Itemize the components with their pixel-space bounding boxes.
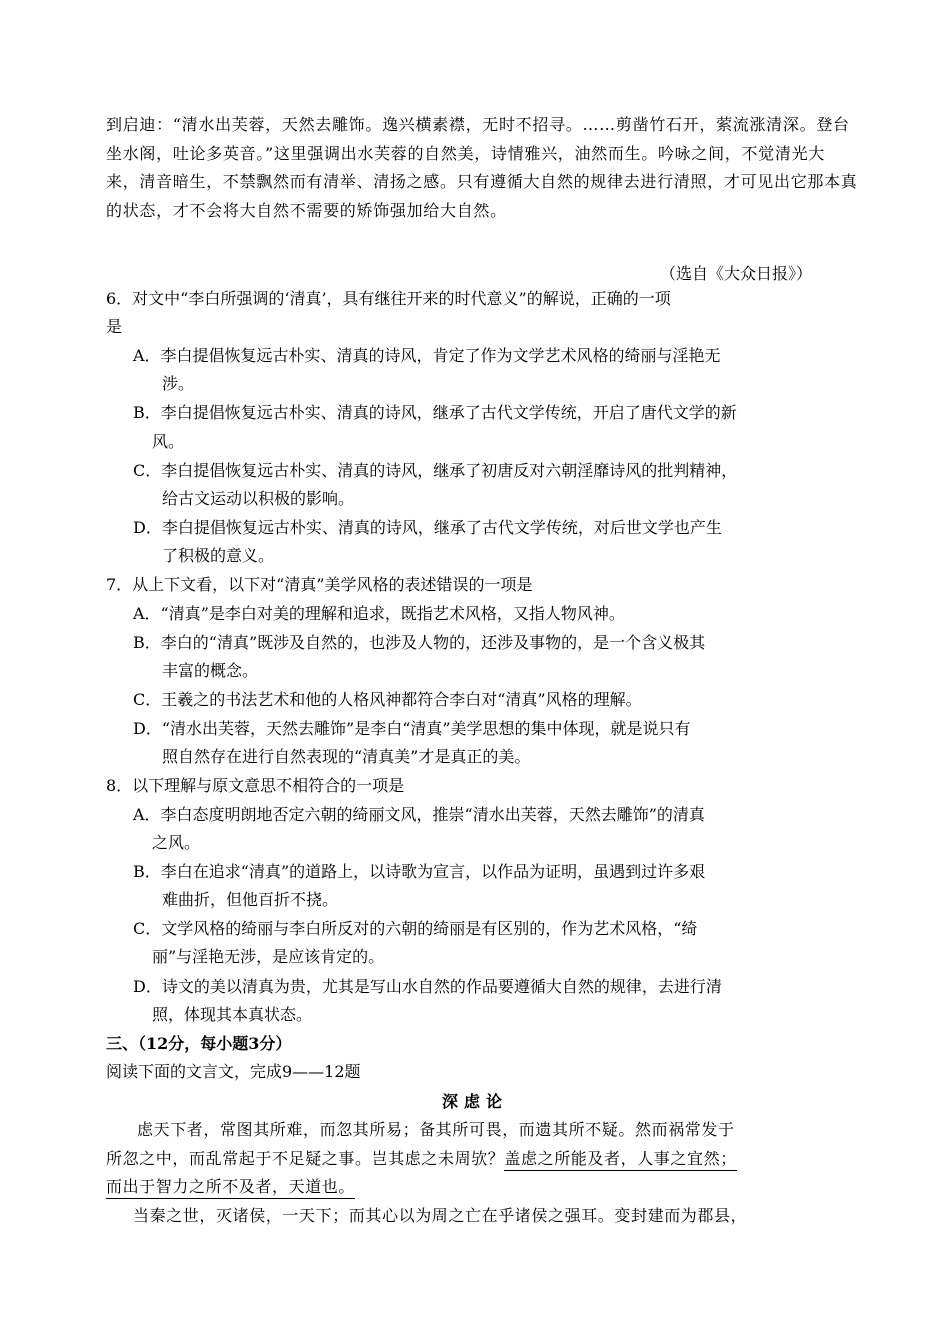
- q7-option-a: A．“清真”是李白对美的理解和追求，既指艺术风格，又指人物风神。: [133, 604, 625, 623]
- q8-option-b-cont: 难曲折，但他百折不挠。: [162, 890, 339, 909]
- q8-option-d: D．诗文的美以清真为贵，尤其是写山水自然的作品要遵循大自然的规律，去进行清: [133, 977, 722, 996]
- underlined-sentence-part2: 而出于智力之所不及者，天道也。: [106, 1177, 355, 1199]
- essay-p1-line2-text: 所忽之中，而乱常起于不足疑之事。岂其虑之未周欤？: [106, 1149, 505, 1168]
- q7-option-d-cont: 照自然存在进行自然表现的“清真美”才是真正的美。: [162, 747, 531, 766]
- q8-option-c-cont: 丽”与淫艳无涉，是应该肯定的。: [152, 947, 385, 966]
- q8-stem: 8．以下理解与原文意思不相符合的一项是: [106, 776, 405, 795]
- q8-option-b: B．李白在追求“清真”的道路上，以诗歌为宣言，以作品为证明，虽遇到过许多艰: [133, 862, 706, 881]
- q7-option-b: B．李白的“清真”既涉及自然的，也涉及人物的，还涉及事物的，是一个含义极其: [133, 633, 706, 652]
- section-heading: 三、（12分，每小题3分）: [106, 1034, 292, 1053]
- q6-stem-line1: 6．对文中“李白所强调的‘清真’，具有继往开来的时代意义”的解说，正确的一项: [106, 289, 671, 308]
- source-citation: （选自《大众日报》）: [660, 264, 813, 283]
- q6-option-a: A．李白提倡恢复远古朴实、清真的诗风，肯定了作为文学艺术风格的绮丽与淫艳无: [133, 346, 721, 365]
- essay-p1-line3: [106, 1177, 355, 1197]
- essay-p1-line1: 虑天下者，常图其所难，而忽其所易；备其所可畏，而遗其所不疑。然而祸常发于: [137, 1120, 735, 1139]
- q7-option-d: D．“清水出芙蓉，天然去雕饰”是李白“清真”美学思想的集中体现，就是说只有: [133, 719, 691, 738]
- q6-option-a-cont: 涉。: [162, 374, 195, 393]
- q8-option-d-cont: 照，体现其本真状态。: [152, 1005, 313, 1024]
- q6-option-b-cont: 风。: [152, 432, 185, 451]
- q6-stem-line2: 是: [106, 317, 123, 336]
- q7-option-c: C．王羲之的书法艺术和他的人格风神都符合李白对“清真”风格的理解。: [133, 690, 642, 709]
- q8-option-a-cont: 之风。: [152, 833, 201, 852]
- underlined-sentence-part1: 盖虑之所能及者，人事之宜然；: [504, 1149, 736, 1171]
- q8-option-c: C．文学风格的绮丽与李白所反对的六朝的绮丽是有区别的，作为艺术风格，“绮: [133, 919, 698, 938]
- q8-option-a: A．李白态度明朗地否定六朝的绮丽文风，推崇“清水出芙蓉，天然去雕饰”的清真: [133, 805, 705, 824]
- q7-option-b-cont: 丰富的概念。: [162, 661, 259, 680]
- q6-option-d: D．李白提倡恢复远古朴实、清真的诗风，继承了古代文学传统，对后世文学也产生: [133, 518, 722, 537]
- essay-p2-line1: 当秦之世，灭诸侯，一天下；而其心以为周之亡在乎诸侯之强耳。变封建而为郡县，: [133, 1206, 748, 1225]
- q6-option-c-cont: 给古文运动以积极的影响。: [162, 489, 355, 508]
- passage-end-paragraph: 到启迪：“清水出芙蓉，天然去雕饰。逸兴横素襟，无时不招寻。……剪凿竹石开，萦流涨清深。登台坐水阁，吐论多英音。”这里强调出水芙蓉的自然美，诗情雅兴，油然而生。吟咏之间，不觉清光大来，清音暗生，不禁飘然而有清举、清扬之感。只有遵循大自然的规律去进行清照，才可见出它那本真的状态，才不会将大自然不需要的矫饰强加给大自然。: [106, 115, 858, 220]
- q6-option-b: B．李白提倡恢复远古朴实、清真的诗风，继承了古代文学传统，开启了唐代文学的新: [133, 403, 737, 422]
- q7-stem: 7．从上下文看，以下对“清真”美学风格的表述错误的一项是: [106, 575, 533, 594]
- section-instruction: 阅读下面的文言文，完成9——12题: [106, 1062, 361, 1081]
- essay-p1-line2: [106, 1149, 737, 1169]
- q6-option-c: C．李白提倡恢复远古朴实、清真的诗风，继承了初唐反对六朝淫靡诗风的批判精神，: [133, 461, 738, 480]
- q6-option-d-cont: 了积极的意义。: [162, 546, 275, 565]
- essay-title: 深虑论: [441, 1092, 508, 1111]
